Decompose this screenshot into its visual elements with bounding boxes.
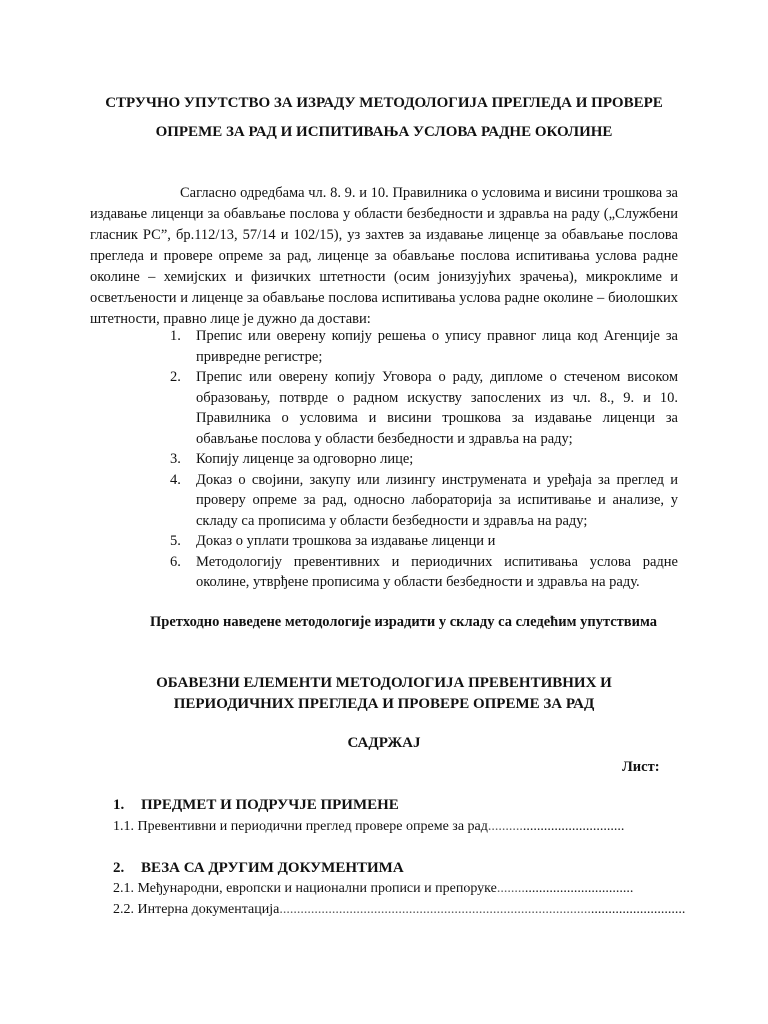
toc-section-title: ПРЕДМЕТ И ПОДРУЧЈЕ ПРИМЕНЕ <box>141 797 399 813</box>
list-item <box>170 531 678 552</box>
toc-leader-dots: ............................. <box>522 819 625 834</box>
toc-leader-dots: .......... <box>487 819 523 834</box>
toc-section-1 <box>113 797 399 814</box>
section-heading-line-2: ПЕРИОДИЧНИХ ПРЕГЛЕДА И ПРОВЕРЕ ОПРЕМЕ ЗА РАД <box>173 696 595 712</box>
list-item <box>170 367 678 449</box>
list-item-text: Доказ о својини, закупу или лизингу инструмената и уређаја за преглед и проверу опреме за рад, односно лабораторија за испитивање и анализе, у складу са прописима у области безбедности и здравља на раду; <box>196 471 678 529</box>
toc-section-title: ВЕЗА СА ДРУГИМ ДОКУМЕНТИМА <box>141 860 404 876</box>
intro-paragraph: Сагласно одредбама чл. 8. 9. и 10. Правилника о условима и висини трошкова за издавање лиценци за обављање послова у области безбедности и здравља на раду („Службени гласник РС”, бр.112/13, 57/14 и 102/15), уз захтев за издавање лиценце за обављање послова прегледа и провере опреме за рад, лиценце за обављање послова испитивања услова радне околине – хемијских и физичких штетности (осим јонизујућих зрачења), микроклиме и осветљености и лиценце за обављање послова испитивања услова радне околине – биолошких штетности, правно лице је дужно да достави: <box>90 185 678 327</box>
toc-section-number: 2. <box>113 860 125 876</box>
toc-leader-dots: ........ <box>496 881 525 896</box>
toc-row <box>113 881 633 897</box>
toc-leader-dots: ......................................................................................... <box>279 902 591 917</box>
list-item-number: 1. <box>170 328 181 344</box>
list-item-number: 4. <box>170 471 181 488</box>
toc-row <box>113 819 624 835</box>
toc-section-number: 1. <box>113 797 125 813</box>
sheet-column-label: Лист: <box>622 759 660 775</box>
list-item <box>170 552 678 593</box>
toc-leader-dots: ........................... <box>590 902 686 917</box>
list-item-text: Методологију превентивних и периодичних испитивања услова радне околине, утврђене прописима у области безбедности и здравља на раду. <box>196 553 678 590</box>
section-heading-line-1: ОБАВЕЗНИ ЕЛЕМЕНТИ МЕТОДОЛОГИЈА ПРЕВЕНТИВНИХ И <box>156 675 612 691</box>
contents-title: САДРЖАЈ <box>347 735 421 751</box>
toc-section-2 <box>113 860 404 877</box>
list-item-number: 2. <box>170 369 181 385</box>
list-item-text: Доказ о уплати трошкова за издавање лиценци и <box>196 533 496 549</box>
toc-row-text: 2.1. Међународни, европски и национални прописи и препоруке <box>113 881 497 896</box>
toc-row <box>113 902 685 918</box>
list-item-number: 5. <box>170 533 181 549</box>
toc-row-text: 1.1. Превентивни и периодични преглед провере опреме за рад <box>113 819 488 834</box>
list-item <box>170 449 678 470</box>
list-item <box>170 326 678 367</box>
list-item-text: Препис или оверену копију решења о упису правног лица код Агенције за привредне регистре; <box>196 328 678 365</box>
toc-leader-dots: ............................... <box>524 881 634 896</box>
required-documents-list <box>170 326 678 593</box>
list-item-text: Препис или оверену копију Уговора о раду, дипломе о стеченом високом образовању, потврде о радном искуству запослених из чл. 8., 9. и 10. Правилника о условима и висини трошкова за издавање лиценци за обављање послова у области безбедности и здравља на раду; <box>196 369 678 447</box>
list-item-text: Копију лиценце за одговорно лице; <box>196 451 414 467</box>
list-item-number: 6. <box>170 553 181 570</box>
document-title-line-1: СТРУЧНО УПУТСТВО ЗА ИЗРАДУ МЕТОДОЛОГИЈА ПРЕГЛЕДА И ПРОВЕРЕ <box>105 95 663 111</box>
list-item-number: 3. <box>170 451 181 467</box>
instructions-paragraph: Претходно наведене методологије израдити у складу са следећим упутствима <box>150 614 658 630</box>
document-title-line-2: ОПРЕМЕ ЗА РАД И ИСПИТИВАЊА УСЛОВА РАДНЕ ОКОЛИНЕ <box>155 124 613 140</box>
toc-row-text: 2.2. Интерна документација <box>113 902 280 917</box>
list-item <box>170 470 678 532</box>
